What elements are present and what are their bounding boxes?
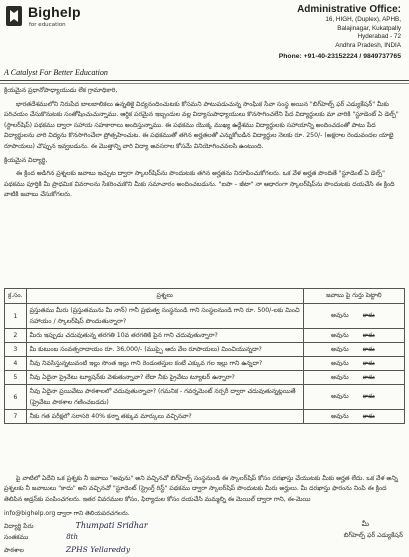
contact-email: info@bighelp.org ద్వారా గాని తెలియపరచగలరు.	[4, 510, 130, 517]
address-line: 16, HIGH, (Duplex), APHB,	[325, 16, 401, 23]
answer-no-marked[interactable]: కాదు	[362, 331, 375, 339]
row-number: 1	[5, 304, 27, 329]
question-text: ప్రస్తుతము మీరు (ప్రస్తుతమును మీ నాన్) గానీ ప్రభుత్వ సంస్థనుండి గాని సంస్థలనుండి గాని రూ. 500/-లకు మించి సహాయం / స్కాలర్‌షిప్ పొందుతున్నారా?	[26, 304, 303, 329]
answer-yes[interactable]: అవును	[331, 412, 349, 420]
intro-paragraph: భారతదేశములోని నిరుపేద బాలబాలికలు ఉన్నతికై విద్యనందించుటకు కోసమని పాటుపడుచున్న సాంఘిక సేవా సంస్థ అయిన "బిగ్‌హెల్ప్ ఫర్ ఎడ్యుకేషన్" మీకు పరిచయం చేసుకొనుటకు సంతోషించుచున్నాము. ఆర్థిక పరమైన ఇబ్బందుల వల్ల విద్యాసుపాధ్యాయులు కొనసాగించలేని పేద విద్యార్థులకు మా వారికి "స్టూడెంట్ ఏ డెల్ప్" (స్టాలర్‌షిప్) పథకము ద్వారా సహాయ సహకారాలు అందిస్తున్నాము. ఈ పథకము యొక్క ముఖ్య ఉద్దేశము విద్యార్థులకు సహాయాన్ని అందించడంతో పాటు పేద విద్యార్థులను వారి విద్యను కొనసాగించేలా ప్రోత్సహించుట. ఈ పథకముతో తగిన అర్హతలతో ఎన్నుకోబడిన విద్యార్థుల నెలకు రూ. 250/- (అక్షరాల రెండువందల యాభై రూపాయలు) చొప్పున ఇవ్వబడును. ఈ మొత్తాన్ని వారి విద్యా అవసరాల కోసమే వినియోగించవలసి ఉంటుంది.	[4, 100, 399, 150]
answer-yes[interactable]: అవును	[331, 373, 349, 381]
answer-yes[interactable]: అవును	[331, 359, 349, 367]
table-row	[5, 357, 405, 371]
answer-cell	[303, 329, 404, 343]
intro-section	[4, 86, 404, 204]
row-number: 2	[5, 329, 27, 343]
tagline: A Catalyst For Better Education	[4, 68, 108, 77]
answer-cell	[303, 371, 404, 385]
phone-number: Phone: +91-40-23152224 / 9849737765	[278, 53, 401, 61]
org-sign-name: బిగ్‌హెల్ప్ ఫర్ ఎడ్యుకేషన్	[343, 532, 403, 539]
answer-yes[interactable]: అవును	[331, 331, 349, 339]
row-number: 4	[5, 357, 27, 371]
answer-no-marked[interactable]: కాదు	[362, 412, 375, 420]
school-label: పాఠశాల	[4, 547, 24, 554]
school-handwritten: ZPHS Yellareddy	[65, 545, 131, 554]
brand-subtitle: for education	[29, 22, 66, 28]
column-header-number: క్ర.సం.	[5, 289, 27, 304]
question-text: నీవు ఏదైనా ప్రయివేటు పాఠశాలలో చదువుతున్నావా? (గమనిక - గవర్నమెంట్ నర్సరీ ద్వారా చదువుతున్నట్లయితే (ప్రైవేటు పాఠశాల గణించబడదు)	[26, 385, 303, 410]
org-sign-salutation: మీ	[361, 520, 369, 528]
address-line: Balajinagar, Kukatpally	[337, 24, 401, 32]
signature-row	[4, 533, 78, 542]
class-handwritten: 8th	[66, 533, 78, 541]
student-name-handwritten: Thumpati Sridhar	[75, 521, 148, 530]
table-header-row	[5, 289, 405, 304]
office-title: Administrative Office:	[297, 4, 401, 15]
answer-no-marked[interactable]: కాదు	[362, 393, 375, 400]
answer-yes[interactable]: అవును	[331, 312, 349, 319]
row-number: 7	[5, 410, 27, 424]
question-text: నీవు ఏదైనా ప్రైవేటు ట్యూషన్‌కు వెళుతున్నావా? లేదా నీకు ప్రైవేటు ట్యూటర్ ఉన్నారా?	[26, 371, 303, 385]
row-number: 5	[5, 371, 27, 385]
answer-no-marked[interactable]: కాదు	[362, 345, 375, 353]
answer-cell	[303, 385, 404, 410]
table-row	[5, 410, 405, 424]
answer-no-marked[interactable]: కాదు	[362, 373, 375, 381]
table-row	[5, 329, 405, 343]
answer-cell	[303, 357, 404, 371]
answer-no-marked[interactable]: కాదు	[362, 359, 375, 367]
signature-label: సంతకము	[4, 534, 29, 541]
table-row	[5, 343, 405, 357]
answer-yes[interactable]: అవును	[331, 345, 349, 353]
column-header-answer: జవాబు పై గుర్తు పెట్టాలి	[303, 289, 404, 304]
question-text: మీ కుటుంబ సంవత్సరాదాయం రూ. 36,000/- (ముప్పై ఆరు వేల రూపాయలు) మించియున్నదా?	[26, 343, 303, 357]
address-line: Andhra Pradesh, INDIA	[335, 41, 401, 49]
brand-name: Bighelp	[28, 4, 81, 20]
column-header-question: ప్రశ్నలు	[26, 289, 303, 304]
table-row	[5, 371, 405, 385]
header-divider	[0, 80, 409, 81]
student-greeting: క్రియమైన విద్యార్థి,	[4, 156, 48, 164]
answer-no-marked[interactable]: కాదు	[362, 312, 375, 319]
instructions-paragraph: ఈ క్రింద అడిగిన ప్రశ్నలకు జవాబు ఇచ్చుట ద్వారా స్కాలర్‌షిప్‌ను పొందుటకు తగిన అర్హతను నిరూపించుకోగలరు. ఒక వేళ అర్హత పొందితే "స్టూడెంట్ ఏ డెల్ప్" పథకము పూర్తికి మీ ప్రాధమిక వివరాలను సేకరించుకొని మీకు సమాచారం అందించబడును. "ఐపా – జీటా" నా ఆధారంగా స్కాలర్‌షిప్‌ను పొందుటకు దయచేసి ఈ క్రింది వాటికి జవాబు చేసుకోగలరు.	[4, 170, 395, 199]
closing-paragraph: పై వాటిలో ఏదేని ఒక ప్రశ్నకు నీ జవాబు "అవును" అని వచ్చినచో బిగ్‌హెల్ప్ సంస్థనుండి ఈ స్కాలర్‌షిప్ కోసం దరఖాస్తు చేయుటకు మీకు అర్హత లేదు. ఒక వేళ అన్ని ప్రశ్నలకు నీ జవాబులు "కాదు" అని వచ్చినచో "స్టూడెంట్ (స్ట్రెంగ్త్ రిస్ట్" పథకము ద్వారా స్కాలర్‌షిప్ పొందుటకు మీరు అర్హులు. మీ దరఖాస్తు ఫారంను నింపి ఈ క్రింద తెలిపిన అడ్రస్‌కు పంపించగలరు. ఇతర వివరముల కోసం, ఫిర్యాదుల కోసం దయచేసి మమ్మల్ని ఈ మెయిల్ ద్వారా గాని, ఈ-మెయి	[4, 475, 398, 503]
office-address	[279, 4, 401, 62]
row-number: 6	[5, 385, 27, 410]
answer-yes[interactable]: అవును	[331, 393, 349, 400]
table-row	[5, 304, 405, 329]
question-text: మీరు ఇప్పుడు చదువుతున్న తరగతి 10వ తరగతికి పైన గాని చదువుతున్నారా?	[26, 329, 303, 343]
school-row	[4, 545, 130, 555]
answer-cell	[303, 410, 404, 424]
student-name-row	[4, 521, 148, 531]
answer-cell	[303, 343, 404, 357]
address-line: Hyderabad - 72	[357, 33, 401, 41]
row-number: 3	[5, 343, 27, 357]
question-text: నీకు గత పరీక్షలో సరాసరి 40% కన్నా తక్కువ మార్కులు వచ్చినవా?	[26, 410, 303, 424]
eligibility-table	[4, 288, 405, 424]
student-name-label: విద్యార్థి పేరు	[4, 523, 34, 530]
header-divider-thin	[0, 83, 409, 84]
greeting: క్రియమైన ప్రధానోపాధ్యాయుడు లేక గ్రామాధికారి,	[4, 87, 118, 94]
table-row	[5, 385, 405, 410]
answer-cell	[303, 304, 404, 329]
question-text: నీవు నివసిస్తున్నటువంటి ఇల్లు సొంత ఇల్లు గాని రెండంతస్తుల కంటే ఎక్కువ గల ఇల్లు గాని ఉన్నదా?	[26, 357, 303, 371]
